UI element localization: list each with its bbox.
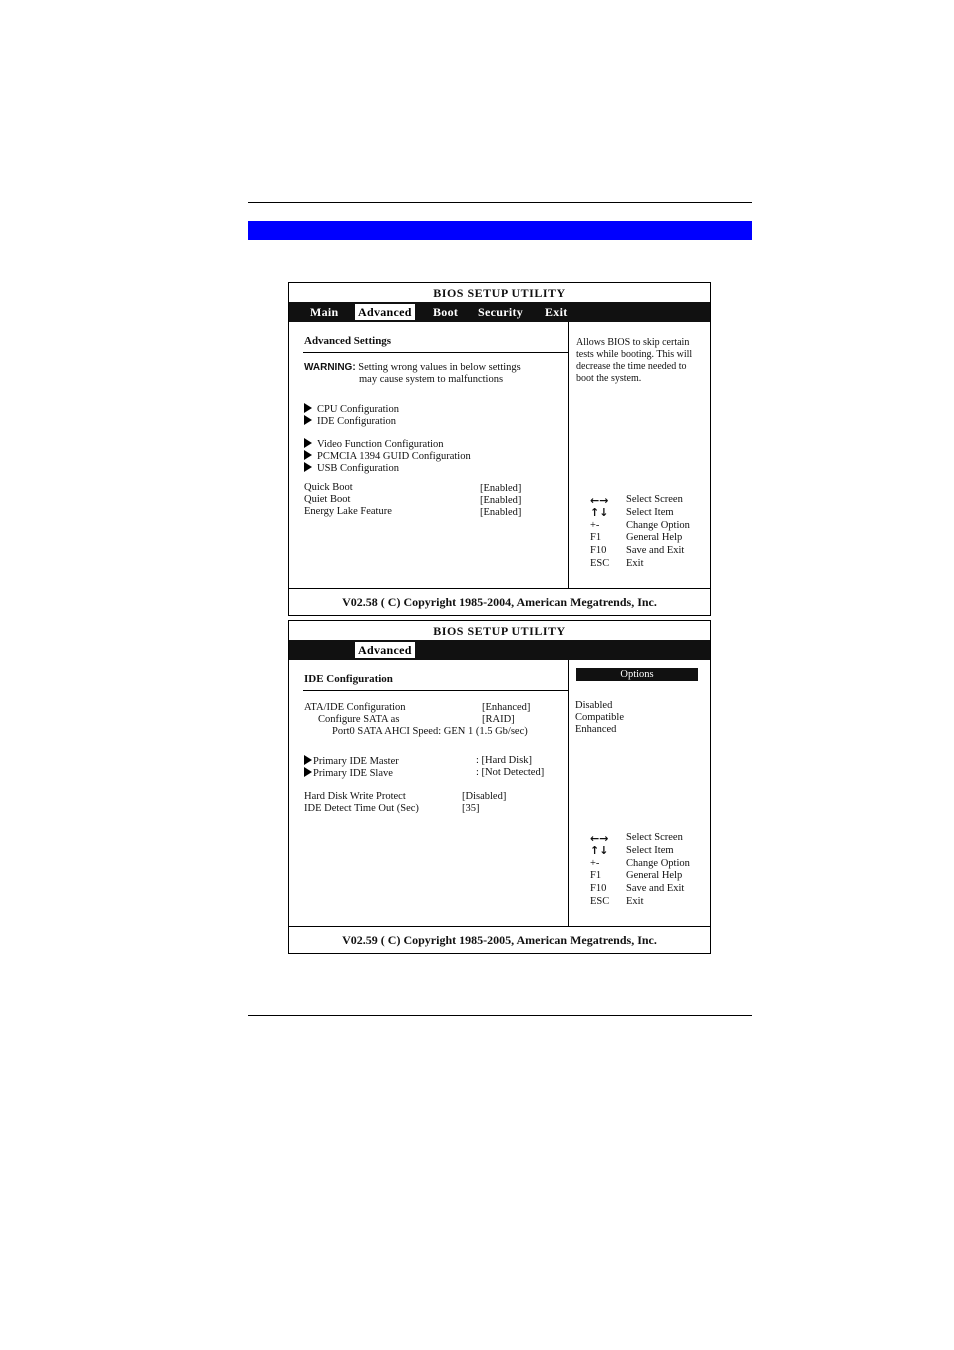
help-text: Allows BIOS to skip certain tests while booting. This will decrease the time needed to boot the system. [576,337,693,384]
warning-line-2: may cause system to malfunctions [359,374,504,385]
section-title: Advanced Settings [304,335,392,347]
submenu-arrow-icon [304,438,312,448]
menu-security[interactable]: Security [478,305,524,319]
bios-menu-bar [289,640,710,660]
setting-energy-lake-label[interactable]: Energy Lake Feature [304,506,392,517]
option-enhanced[interactable]: Enhanced [575,724,617,735]
warning-label: WARNING: [304,362,356,373]
submenu-ide-configuration[interactable] [304,415,396,428]
section-underline [303,352,568,353]
left-right-arrow-icon: ←→ [590,494,609,507]
submenu-usb-configuration[interactable] [304,462,399,475]
submenu-arrow-icon [304,755,312,765]
bios-footer-copyright: V02.58 ( C) Copyright 1985-2004, American Megatrends, Inc. [342,595,657,609]
top-rule [248,202,752,203]
setting-quick-boot-value[interactable]: [Enabled] [480,483,522,494]
submenu-arrow-icon [304,415,312,425]
bottom-rule [248,1015,752,1016]
up-down-arrow-icon: ↑↓ [590,506,609,519]
bios-body [289,322,710,589]
section-title: IDE Configuration [304,673,393,685]
submenu-primary-ide-slave[interactable] [304,767,393,780]
submenu-label: CPU Configuration [317,404,399,415]
key-desc-exit: Exit [626,558,644,569]
setting-ide-detect-timeout-value[interactable]: [35] [462,803,480,814]
bios-screen-advanced [288,282,711,616]
section-underline [303,690,568,691]
setting-port0-sata-ahci-speed: Port0 SATA AHCI Speed: GEN 1 (1.5 Gb/sec) [332,726,528,737]
key-desc-select-screen: Select Screen [626,832,683,843]
key-esc: ESC [590,558,610,569]
menu-advanced[interactable]: Advanced [355,642,415,658]
option-compatible[interactable]: Compatible [575,712,624,723]
bios-screen-ide-configuration [288,620,711,954]
bios-body [289,660,710,927]
submenu-label: Video Function Configuration [317,439,444,450]
setting-hard-disk-write-protect-label[interactable]: Hard Disk Write Protect [304,791,406,802]
submenu-label: PCMCIA 1394 GUID Configuration [317,451,471,462]
menu-advanced[interactable]: Advanced [355,304,415,320]
setting-ide-detect-timeout-label[interactable]: IDE Detect Time Out (Sec) [304,803,419,814]
key-esc: ESC [590,896,610,907]
menu-main[interactable]: Main [310,305,339,319]
key-desc-save-and-exit: Save and Exit [626,883,685,894]
key-desc-select-screen: Select Screen [626,494,683,505]
left-right-arrow-icon: ←→ [590,832,609,845]
section-header-bar [248,221,752,240]
setting-configure-sata-value[interactable]: [RAID] [482,714,515,725]
menu-exit[interactable]: Exit [545,305,568,319]
submenu-label: IDE Configuration [317,416,397,427]
key-desc-select-item: Select Item [626,507,674,518]
primary-ide-slave-value: : [Not Detected] [476,767,545,778]
submenu-label: Primary IDE Slave [313,768,393,779]
submenu-arrow-icon [304,462,312,472]
setting-ata-ide-configuration-value[interactable]: [Enhanced] [482,702,531,713]
setting-quick-boot-label[interactable]: Quick Boot [304,482,353,493]
key-desc-exit: Exit [626,896,644,907]
setting-configure-sata-label[interactable]: Configure SATA as [318,714,400,725]
key-desc-change-option: Change Option [626,858,690,869]
bios-title: BIOS SETUP UTILITY [433,286,566,300]
key-f1: F1 [590,532,602,543]
key-desc-general-help: General Help [626,532,683,543]
bios-title: BIOS SETUP UTILITY [433,624,566,638]
key-f10: F10 [590,545,607,556]
panel-divider [568,660,569,926]
submenu-label: Primary IDE Master [313,756,399,767]
up-down-arrow-icon: ↑↓ [590,844,609,857]
options-title: Options [576,668,698,681]
primary-ide-master-value: : [Hard Disk] [476,755,532,766]
key-plus-minus: +- [590,520,600,531]
key-f10: F10 [590,883,607,894]
setting-hard-disk-write-protect-value[interactable]: [Disabled] [462,791,507,802]
submenu-label: USB Configuration [317,463,399,474]
option-disabled[interactable]: Disabled [575,700,613,711]
submenu-arrow-icon [304,403,312,413]
key-desc-save-and-exit: Save and Exit [626,545,685,556]
key-plus-minus: +- [590,858,600,869]
key-desc-general-help: General Help [626,870,683,881]
bios-footer-copyright: V02.59 ( C) Copyright 1985-2005, American Megatrends, Inc. [342,933,657,947]
bios-menu-bar [289,302,710,322]
submenu-arrow-icon [304,450,312,460]
key-desc-select-item: Select Item [626,845,674,856]
key-desc-change-option: Change Option [626,520,690,531]
warning-line-1: Setting wrong values in below settings [358,362,521,373]
setting-quiet-boot-label[interactable]: Quiet Boot [304,494,351,505]
submenu-arrow-icon [304,767,312,777]
panel-divider [568,322,569,588]
setting-ata-ide-configuration-label[interactable]: ATA/IDE Configuration [304,702,406,713]
setting-quiet-boot-value[interactable]: [Enabled] [480,495,522,506]
setting-energy-lake-value[interactable]: [Enabled] [480,507,522,518]
menu-boot[interactable]: Boot [433,305,459,319]
warning-text [304,362,521,374]
key-f1: F1 [590,870,602,881]
